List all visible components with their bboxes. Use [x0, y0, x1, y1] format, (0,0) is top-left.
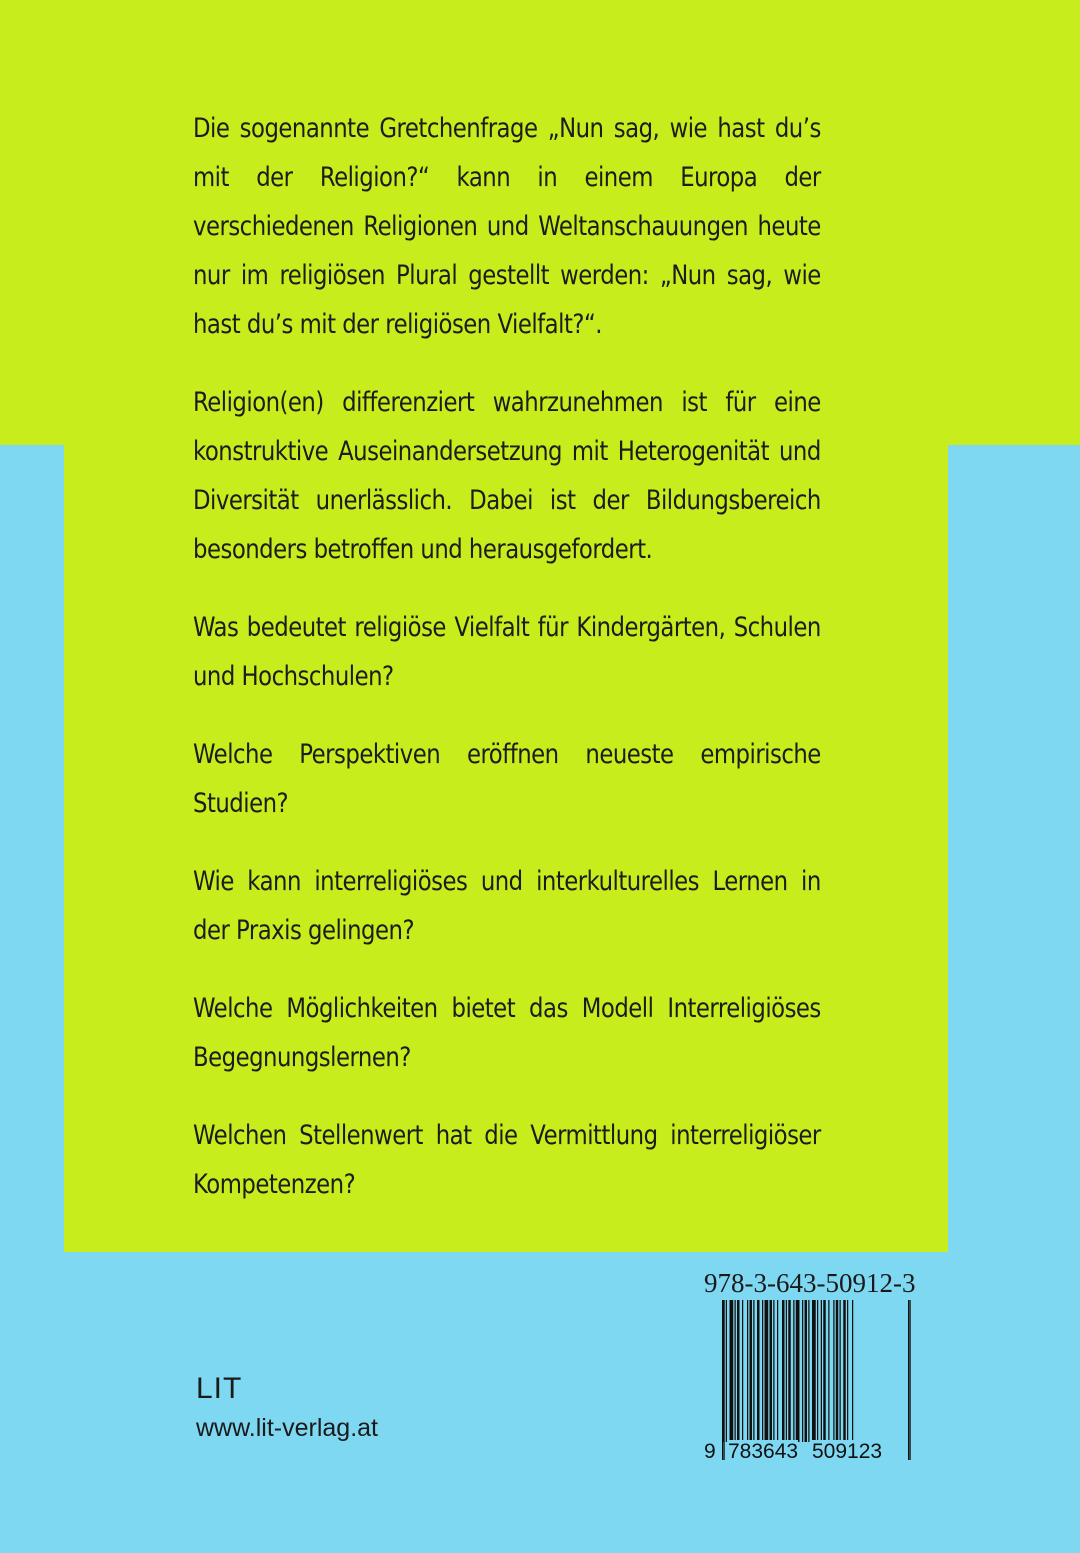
barcode-digits-right: 509123	[812, 1440, 883, 1463]
barcode-bar	[805, 1300, 808, 1442]
blurb-paragraph: Religion(en) differenziert wahrzunehmen ist für eine konstruktive Auseinandersetzung mit Heterogenität und Diversität unerlässlich. Dabei ist der Bildungsbereich besonders betroffen und herausgefordert.	[193, 387, 821, 565]
barcode-guard-bar	[812, 1300, 813, 1460]
barcode-bar	[788, 1300, 791, 1442]
barcode-bar	[782, 1300, 785, 1442]
barcode-bar	[823, 1300, 826, 1442]
barcode-bar	[833, 1300, 834, 1442]
barcode-guard-bar	[910, 1300, 911, 1460]
barcode-bar	[730, 1300, 734, 1442]
barcode-bar	[762, 1300, 763, 1442]
barcode-bar	[735, 1300, 736, 1442]
isbn-number: 978-3-643-50912-3	[704, 1268, 916, 1298]
barcode-bar	[765, 1300, 769, 1442]
barcode-bar	[747, 1300, 748, 1442]
barcode-bar	[773, 1300, 774, 1442]
barcode-bar	[793, 1300, 794, 1442]
barcode-guard-bar	[722, 1300, 723, 1460]
barcode-digit-prefix: 9	[704, 1440, 716, 1463]
blurb-paragraph: Welchen Stellenwert hat die Vermittlung interreligiöser Kompetenzen?	[193, 1120, 821, 1200]
barcode-digits-left: 783643	[728, 1440, 799, 1463]
barcode-bar	[817, 1300, 818, 1442]
barcode-guard-bar	[814, 1300, 815, 1460]
barcode-bar	[821, 1300, 822, 1442]
barcode-bar	[840, 1300, 841, 1442]
barcode-bar	[753, 1300, 754, 1442]
publisher-url: www.lit-verlag.at	[196, 1414, 378, 1442]
blurb-text	[193, 104, 821, 1209]
barcode-bar	[737, 1300, 740, 1442]
barcode-bar	[796, 1300, 800, 1442]
blurb-paragraph: Wie kann interreligiöses und interkulturelles Lernen in der Praxis gelingen?	[193, 866, 821, 946]
barcode-bar	[770, 1300, 773, 1442]
barcode-bar	[777, 1300, 778, 1442]
barcode-guard-bar	[724, 1300, 725, 1460]
barcode-bar	[726, 1300, 727, 1442]
barcode-bar	[742, 1300, 743, 1442]
barcode-bar	[757, 1300, 760, 1442]
publisher-logo: LIT	[196, 1372, 243, 1405]
barcode-bar	[852, 1300, 853, 1442]
barcode-bar	[802, 1300, 803, 1442]
barcode-bar	[786, 1300, 787, 1442]
barcode-bar	[843, 1300, 846, 1442]
blurb-paragraph: Welche Möglichkeiten bietet das Modell Interreligiöses Begegnungslernen?	[193, 993, 821, 1073]
barcode-bar	[836, 1300, 839, 1442]
blurb-paragraph: Die sogenannte Gretchenfrage „Nun sag, wie hast du’s mit der Religion?“ kann in einem Europa der verschiedenen Religionen und Weltanschauungen heute nur im religiösen Plural gestellt werden: „Nun sag, wie hast du’s mit der religiösen Vielfalt?“.	[193, 113, 821, 340]
barcode-bar	[808, 1300, 809, 1442]
barcode-bar	[750, 1300, 753, 1442]
blurb-paragraph: Was bedeutet religiöse Vielfalt für Kindergärten, Schulen und Hochschulen?	[193, 612, 821, 692]
barcode-bar	[828, 1300, 829, 1442]
barcode-bar	[847, 1300, 848, 1442]
blurb-paragraph: Welche Perspektiven eröffnen neueste empirische Studien?	[193, 739, 821, 819]
barcode-guard-bar	[908, 1300, 909, 1460]
